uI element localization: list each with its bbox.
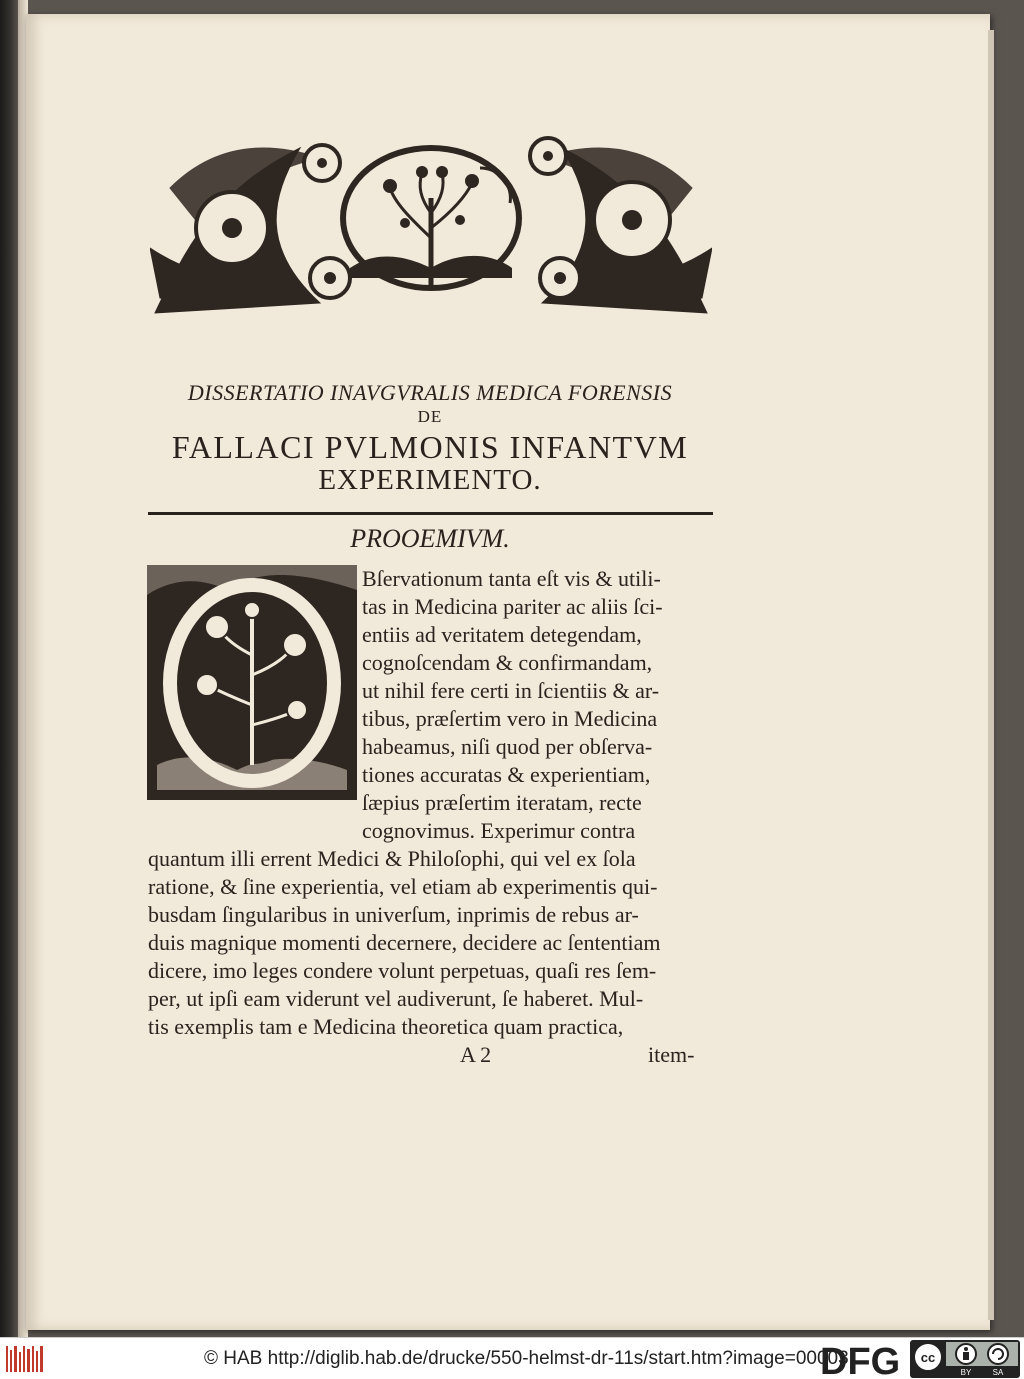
- text-line: tas in Medicina pariter ac aliis ſci-: [362, 594, 663, 619]
- text-line: dicere, imo leges condere volunt perpetuas, quaſi res ſem-: [148, 958, 657, 983]
- text-line: per, ut ipſi eam viderunt vel audiverunt, ſe haberet. Mul-: [148, 986, 644, 1011]
- section-heading: PROOEMIVM.: [350, 524, 510, 553]
- text-line: ratione, & ſine experientia, vel etiam ab experimentis qui-: [148, 874, 658, 899]
- text-line: tis exemplis tam e Medicina theoretica quam practica,: [148, 1014, 624, 1039]
- headpiece-ornament: [150, 128, 712, 320]
- text-line: entiis ad veritatem detegendam,: [362, 622, 642, 647]
- text-line: quantum illi errent Medici & Philoſophi, qui vel ex ſola: [148, 846, 636, 871]
- dfg-logo: [818, 1341, 908, 1377]
- barcode-icon: [6, 1346, 46, 1372]
- text-line: cognovimus. Experimur contra: [362, 818, 636, 843]
- footer-bar: [0, 1337, 1024, 1379]
- page-edge: [988, 30, 994, 1320]
- text-line: Bſervationum tanta eſt vis & utili-: [362, 566, 661, 591]
- title-line-4: EXPERIMENTO.: [318, 464, 542, 496]
- sa-label: SA: [992, 1368, 1004, 1377]
- copyright-link[interactable]: © HAB http://diglib.hab.de/drucke/550-helmst-dr-11s/start.htm?image=00003: [204, 1348, 849, 1369]
- text-line: tiones accuratas & experientiam,: [362, 762, 651, 787]
- text-line: busdam ſingularibus in univerſum, inprimis de rebus ar-: [148, 902, 639, 927]
- title-line-2: DE: [417, 407, 443, 426]
- title-line-1: DISSERTATIO INAVGVRALIS MEDICA FORENSIS: [187, 380, 673, 405]
- dfg-logo-text: DFG: [820, 1341, 901, 1377]
- sa-icon: [988, 1344, 1008, 1364]
- title-block: [120, 380, 740, 496]
- cc-license-badge[interactable]: [910, 1340, 1020, 1378]
- cc-icon-text: cc: [920, 1350, 936, 1365]
- text-line: tibus, præſertim vero in Medicina: [362, 706, 658, 731]
- text-line: cognoſcendam & confirmandam,: [362, 650, 653, 675]
- text-line: ſæpius præſertim iteratam, recte: [362, 790, 642, 815]
- by-label: BY: [960, 1368, 972, 1377]
- initial-letter: O: [251, 695, 253, 696]
- catchword: item-: [648, 1042, 695, 1067]
- title-line-3: FALLACI PVLMONIS INFANTVM: [171, 429, 689, 465]
- decorated-initial: [147, 565, 357, 800]
- text-line: duis magnique momenti decernere, decidere ac ſententiam: [148, 930, 661, 955]
- horizontal-rule: [148, 512, 713, 515]
- text-line: habeamus, niſi quod per obſerva-: [362, 734, 653, 759]
- signature-mark: A 2: [460, 1042, 492, 1067]
- text-line: ut nihil fere certi in ſcientiis & ar-: [362, 678, 660, 703]
